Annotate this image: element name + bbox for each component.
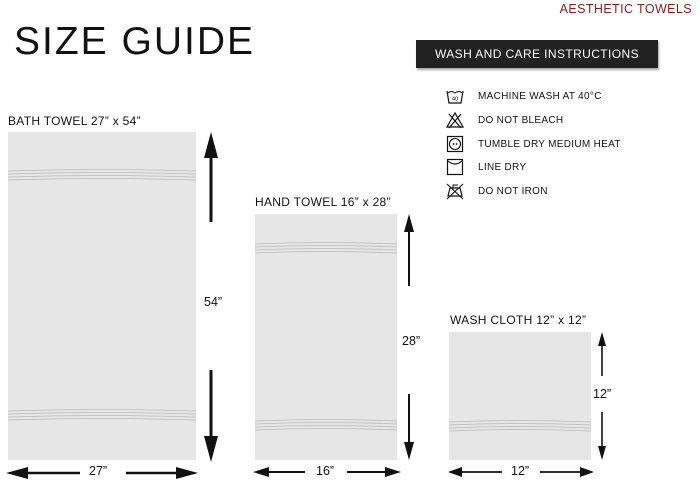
tumble-dry-icon	[446, 135, 464, 153]
wash-cloth-image	[449, 332, 591, 460]
care-item-no-iron	[446, 181, 548, 201]
wash-width-label: 12”	[511, 464, 530, 478]
care-item-label: DO NOT BLEACH	[478, 114, 564, 126]
care-item-tumble-dry	[446, 134, 621, 154]
care-item-label: LINE DRY	[478, 161, 527, 173]
page-title: SIZE GUIDE	[14, 20, 256, 63]
towel-stripe	[8, 168, 196, 184]
towel-stripe	[449, 419, 591, 435]
towel-stripe	[255, 241, 397, 257]
care-item-line-dry	[446, 157, 526, 177]
hand-towel-label: HAND TOWEL 16” x 28”	[255, 195, 391, 209]
svg-text:40: 40	[451, 96, 459, 103]
care-item-label: TUMBLE DRY MEDIUM HEAT	[478, 138, 621, 150]
bath-width-label: 27”	[89, 464, 108, 478]
no-bleach-icon	[446, 111, 464, 129]
hand-height-label: 28”	[402, 334, 421, 348]
hand-towel-image	[255, 214, 397, 460]
line-dry-icon	[446, 158, 464, 176]
towel-stripe	[255, 418, 397, 434]
bath-height-label: 54”	[204, 295, 223, 309]
care-item-label: DO NOT IRON	[478, 185, 548, 197]
towel-stripe	[8, 408, 196, 424]
bath-towel-image	[8, 132, 196, 460]
wash-height-label: 12”	[593, 387, 612, 401]
care-instructions-header: WASH AND CARE INSTRUCTIONS	[416, 40, 658, 68]
care-item-label: MACHINE WASH AT 40°C	[478, 90, 602, 102]
care-item-machine-wash	[446, 86, 602, 106]
brand-name: AESTHETIC TOWELS	[559, 2, 692, 16]
wash-cloth-label: WASH CLOTH 12” x 12”	[450, 313, 587, 327]
care-item-no-bleach	[446, 110, 563, 130]
hand-width-label: 16”	[316, 464, 335, 478]
no-iron-icon	[446, 182, 464, 200]
bath-towel-label: BATH TOWEL 27” x 54”	[8, 114, 141, 128]
wash-tub-icon	[446, 87, 464, 105]
